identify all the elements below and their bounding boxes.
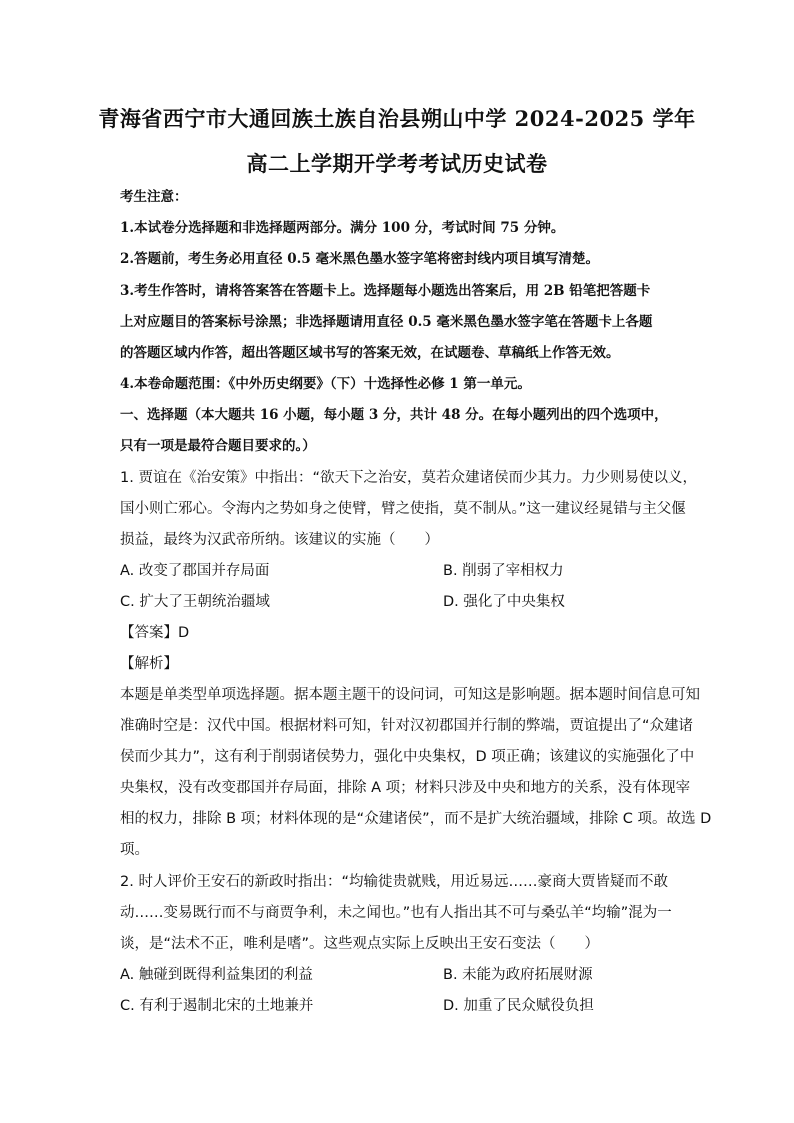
question-2-option-a: A. 触碰到既得利益集团的利益 (120, 967, 313, 983)
question-1-stem: 国小则亡邪心。令海内之势如身之使臂，臂之使指，莫不制从。”这一建议经晁错与主父偃 (120, 501, 686, 517)
question-1-analysis: 本题是单类型单项选择题。据本题主题干的设问词，可知这是影响题。据本题时间信息可知 (120, 687, 700, 703)
question-2-stem: 2. 时人评价王安石的新政时指出：“均输徙贵就贱，用近易远……豪商大贾皆疑而不敢 (120, 874, 668, 890)
notice-item: 2.答题前，考生务必用直径 0.5 毫米黑色墨水签字笔将密封线内项目填写清楚。 (120, 251, 599, 267)
question-1-analysis: 项。 (120, 842, 149, 858)
question-2-option-b: B. 未能为政府拓展财源 (443, 967, 593, 983)
question-1-option-a: A. 改变了郡国并存局面 (120, 563, 270, 579)
question-1-analysis: 相的权力，排除 B 项；材料体现的是“众建诸侯”，而不是扩大统治疆域，排除 C 项。故选 D (120, 811, 712, 827)
notice-item: 3.考生作答时，请将答案答在答题卡上。选择题每小题选出答案后，用 2B 铅笔把答题卡 (120, 283, 651, 299)
question-2-option-c: C. 有利于遏制北宋的土地兼并 (120, 998, 314, 1014)
section-heading: 只有一项是最符合题目要求的。） (120, 438, 316, 454)
question-2-stem: 动……变易既行而不与商贾争利，未之闻也。”也有人指出其不可与桑弘羊“均输”混为一 (120, 905, 672, 921)
question-1-stem: 损益，最终为汉武帝所纳。该建议的实施（ ） (120, 532, 439, 548)
question-1-option-b: B. 削弱了宰相权力 (443, 563, 564, 579)
question-1-analysis-label: 【解析】 (120, 656, 178, 672)
question-1-stem: 1. 贾谊在《治安策》中指出：“欲天下之治安，莫若众建诸侯而少其力。力少则易使以义， (120, 470, 697, 486)
notice-item: 的答题区域内作答，超出答题区域书写的答案无效，在试题卷、草稿纸上作答无效。 (120, 345, 620, 361)
exam-title-line1: 青海省西宁市大通回族土族自治县朔山中学 2024-2025 学年 (98, 106, 696, 131)
exam-title-line2: 高二上学期开学考考试历史试卷 (246, 151, 548, 176)
question-1-analysis: 准确时空是：汉代中国。根据材料可知，针对汉初郡国并行制的弊端，贾谊提出了“众建诸 (120, 718, 694, 734)
question-1-answer: 【答案】D (120, 625, 190, 641)
notice-item: 4.本卷命题范围：《中外历史纲要》（下）十选择性必修 1 第一单元。 (120, 376, 531, 392)
question-1-option-c: C. 扩大了王朝统治疆域 (120, 594, 270, 610)
question-1-option-d: D. 强化了中央集权 (443, 594, 565, 610)
question-2-option-d: D. 加重了民众赋役负担 (443, 998, 594, 1014)
section-heading: 一、选择题（本大题共 16 小题，每小题 3 分，共计 48 分。在每小题列出的四个选项中， (120, 407, 668, 423)
question-1-analysis: 侯而少其力”，这有利于削弱诸侯势力，强化中央集权，D 项正确；该建议的实施强化了中 (120, 749, 695, 765)
notice-item: 上对应题目的答案标号涂黑；非选择题请用直径 0.5 毫米黑色墨水签字笔在答题卡上各题 (120, 314, 653, 330)
question-1-analysis: 央集权，没有改变郡国并存局面，排除 A 项；材料只涉及中央和地方的关系，没有体现宰 (120, 780, 691, 796)
notice-heading: 考生注意： (120, 189, 188, 205)
notice-item: 1.本试卷分选择题和非选择题两部分。满分 100 分，考试时间 75 分钟。 (120, 220, 565, 236)
question-2-stem: 谈，是“法术不正，唯利是嗜”。这些观点实际上反映出王安石变法（ ） (120, 936, 600, 952)
